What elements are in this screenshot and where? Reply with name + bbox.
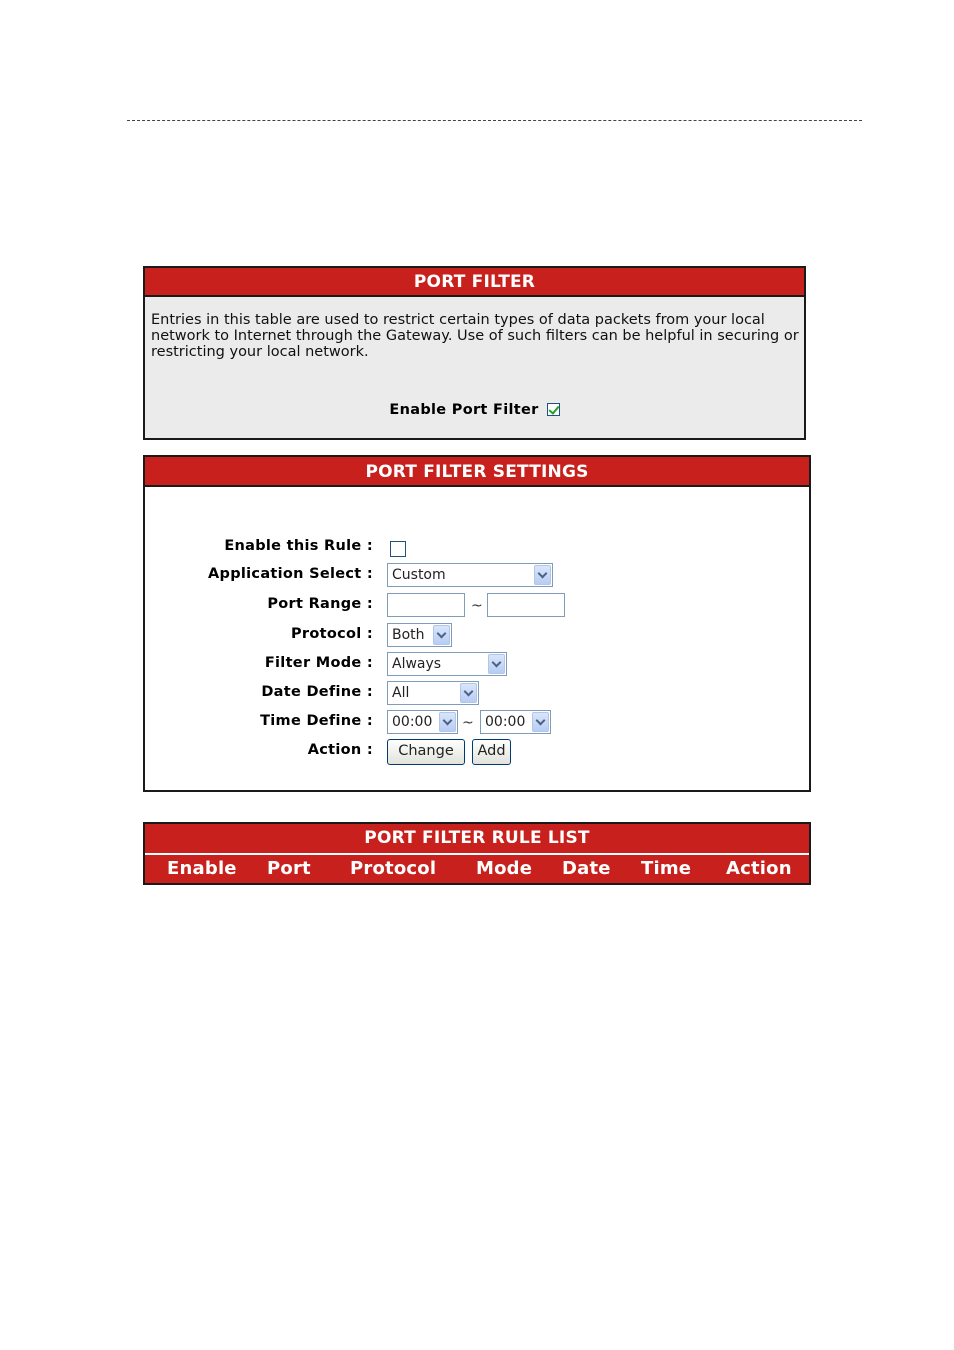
enable-rule-row: [145, 535, 809, 561]
enable-rule-label: Enable this Rule :: [224, 538, 373, 554]
rule-list-title: PORT FILTER RULE LIST: [145, 824, 809, 852]
date-define-label: Date Define :: [261, 684, 373, 700]
date-define-row: [145, 681, 809, 707]
chevron-down-icon: [532, 712, 549, 732]
chevron-down-icon: [433, 625, 450, 645]
column-mode: Mode: [476, 858, 533, 879]
enable-port-filter-checkbox[interactable]: [547, 403, 560, 416]
time-define-label: Time Define :: [260, 713, 373, 729]
column-action: Action: [726, 858, 792, 879]
enable-port-filter-row: [145, 402, 804, 418]
column-protocol: Protocol: [350, 858, 437, 879]
range-separator: ~: [471, 598, 483, 614]
protocol-select-value: Both: [392, 627, 425, 643]
filter-mode-row: [145, 652, 809, 678]
application-select[interactable]: [387, 563, 553, 587]
add-button[interactable]: Add: [472, 739, 511, 765]
rule-list-header-row: [145, 853, 809, 883]
change-button[interactable]: Change: [387, 739, 465, 765]
port-range-label: Port Range :: [267, 596, 373, 612]
time-end-value: 00:00: [485, 714, 526, 730]
port-range-row: [145, 593, 809, 619]
protocol-row: [145, 623, 809, 649]
page-divider: [127, 120, 862, 121]
time-range-separator: ~: [462, 715, 474, 731]
chevron-down-icon: [488, 654, 505, 674]
filter-mode-select[interactable]: [387, 652, 507, 676]
rule-list-panel: [143, 822, 811, 885]
time-define-row: [145, 710, 809, 736]
filter-mode-select-value: Always: [392, 656, 442, 672]
filter-mode-label: Filter Mode :: [264, 655, 373, 671]
port-filter-settings-panel: [143, 455, 811, 792]
port-range-end-input[interactable]: [487, 593, 565, 617]
chevron-down-icon: [460, 683, 477, 703]
port-range-start-input[interactable]: [387, 593, 465, 617]
settings-title: PORT FILTER SETTINGS: [145, 457, 809, 487]
chevron-down-icon: [534, 565, 551, 585]
application-select-row: [145, 563, 809, 589]
protocol-select[interactable]: [387, 623, 452, 647]
port-filter-title: PORT FILTER: [145, 268, 804, 297]
action-row: [145, 739, 809, 765]
port-filter-panel: [143, 266, 806, 440]
time-end-select[interactable]: [480, 710, 551, 734]
column-time: Time: [641, 858, 692, 879]
enable-rule-checkbox[interactable]: [390, 541, 406, 557]
time-start-select[interactable]: [387, 710, 458, 734]
enable-port-filter-label: Enable Port Filter: [389, 402, 539, 418]
date-define-select[interactable]: [387, 681, 479, 705]
application-select-label: Application Select :: [208, 566, 373, 582]
column-port: Port: [267, 858, 311, 879]
port-filter-description: Entries in this table are used to restrict certain types of data packets from your local network to Internet through the Gateway. Use of such filters can be helpful in securing or restricting your local network.: [151, 312, 799, 360]
date-define-select-value: All: [392, 685, 410, 701]
time-start-value: 00:00: [392, 714, 433, 730]
column-date: Date: [562, 858, 611, 879]
action-label: Action :: [307, 742, 373, 758]
application-select-value: Custom: [392, 567, 446, 583]
column-enable: Enable: [167, 858, 237, 879]
chevron-down-icon: [439, 712, 456, 732]
protocol-label: Protocol :: [290, 626, 373, 642]
